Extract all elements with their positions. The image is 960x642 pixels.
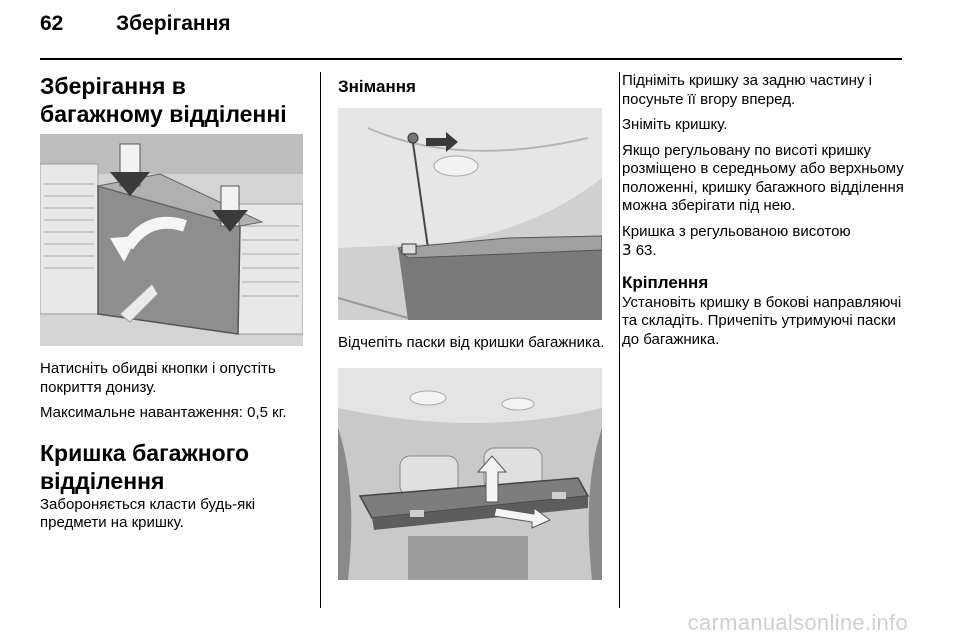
paragraph-max-load: Максимальне навантаження: 0,5 кг. bbox=[40, 404, 287, 421]
cross-reference-text: Кришка з регульованою висотою bbox=[622, 222, 851, 240]
paragraph-press-buttons: Натисніть обидві кнопки і опустіть покриття донизу. bbox=[40, 360, 276, 396]
header-rule bbox=[40, 58, 902, 60]
section-heading-cargo-cover: Кришка багажного відділення bbox=[40, 439, 250, 494]
paragraph-no-items: Забороняється класти будь-які предмети на кришку. bbox=[40, 495, 256, 531]
paragraph-unhook-straps: Відчепіть паски від кришки багажника. bbox=[338, 334, 605, 351]
column-divider-right bbox=[619, 72, 620, 608]
page-number: 62 bbox=[40, 12, 64, 35]
column-2 bbox=[338, 72, 606, 580]
illustration-tailgate-strap bbox=[338, 108, 602, 320]
running-title: Зберігання bbox=[116, 12, 231, 35]
paragraph-install-cover: Установіть кришку в бокові направляючі та складіть. Причепіть утримуючі паски до багажника. bbox=[622, 293, 902, 348]
subheading-removal: Знімання bbox=[338, 77, 416, 96]
column-1 bbox=[40, 72, 310, 533]
paragraph-cross-reference bbox=[622, 223, 912, 261]
column-3 bbox=[622, 72, 912, 349]
section-heading-storage: Зберігання в багажному відділенні bbox=[40, 73, 287, 127]
illustration-storage-compartment bbox=[40, 134, 303, 346]
paragraph-height-adjustable: Якщо регульовану по висоті кришку розміщено в середньому або верхньому положенні, кришку багажного відділення можна зберігати під нею. bbox=[622, 141, 904, 214]
subheading-fitting: Кріплення bbox=[622, 272, 709, 292]
paragraph-remove-cover: Зніміть кришку. bbox=[622, 116, 728, 133]
column-divider-left bbox=[320, 72, 321, 608]
watermark: carmanualsonline.info bbox=[687, 610, 908, 635]
page-reference-link[interactable]: 63. bbox=[635, 242, 657, 259]
reference-arrow-icon: 3 bbox=[622, 241, 632, 259]
paragraph-lift-cover: Підніміть кришку за задню частину і посуньте її вгору вперед. bbox=[622, 72, 872, 108]
illustration-cargo-cover-lift bbox=[338, 368, 602, 580]
